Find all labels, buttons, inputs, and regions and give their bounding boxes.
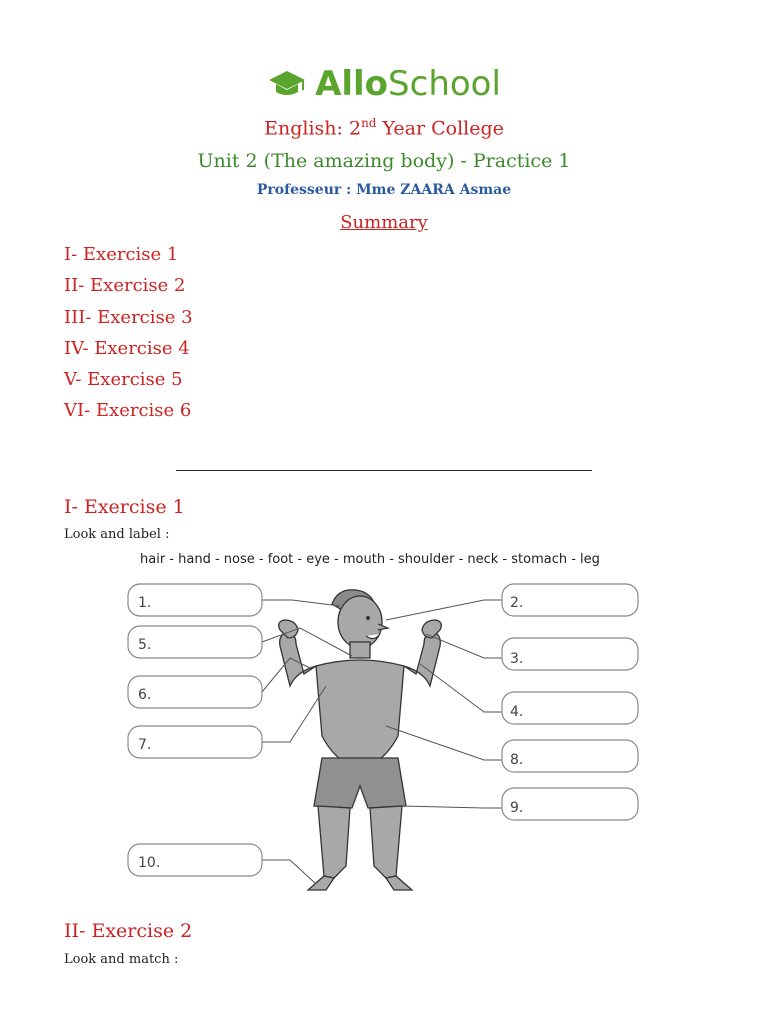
label-number: 3. xyxy=(510,651,524,667)
label-number: 4. xyxy=(510,704,524,720)
label-number: 9. xyxy=(510,800,524,816)
summary-item[interactable]: I- Exercise 1 xyxy=(64,244,179,265)
graduation-cap-icon xyxy=(267,67,307,101)
body-figure-illustration xyxy=(279,590,442,890)
summary-item[interactable]: II- Exercise 2 xyxy=(64,275,186,297)
label-boxes-left xyxy=(128,584,262,876)
summary-item[interactable]: VI- Exercise 6 xyxy=(64,400,192,422)
summary-item[interactable]: III- Exercise 3 xyxy=(64,306,193,328)
alloschool-logo xyxy=(0,64,768,104)
label-number: 6. xyxy=(138,687,152,703)
unit-title: Unit 2 (The amazing body) - Practice 1 xyxy=(197,150,571,172)
label-number: 1. xyxy=(138,595,152,611)
teacher-name: Professeur : Mme ZAARA Asmae xyxy=(256,182,512,198)
divider xyxy=(176,470,592,471)
summary-list xyxy=(64,244,193,432)
exercise2-title: II- Exercise 2 xyxy=(64,920,193,942)
eye-detail xyxy=(366,616,370,620)
exercise2-instruction: Look and match : xyxy=(64,952,179,967)
brand-name: AlloSchool xyxy=(315,64,501,104)
nose-detail xyxy=(378,624,388,630)
label-number: 7. xyxy=(138,737,152,753)
label-number: 5. xyxy=(138,637,152,653)
label-number: 10. xyxy=(138,855,161,871)
label-number: 2. xyxy=(510,595,524,611)
summary-item[interactable]: V- Exercise 5 xyxy=(64,369,183,391)
course-title: English: 2nd Year College xyxy=(264,116,504,140)
label-number: 8. xyxy=(510,752,524,768)
body-diagram xyxy=(120,576,650,896)
summary-item[interactable]: IV- Exercise 4 xyxy=(64,337,190,359)
label-boxes-right xyxy=(502,584,638,820)
word-bank: hair - hand - nose - foot - eye - mouth - shoulder - neck - stomach - leg xyxy=(140,552,600,567)
exercise1-title: I- Exercise 1 xyxy=(64,496,185,518)
exercise1-instruction: Look and label : xyxy=(64,527,170,542)
summary-heading: Summary xyxy=(340,212,428,233)
